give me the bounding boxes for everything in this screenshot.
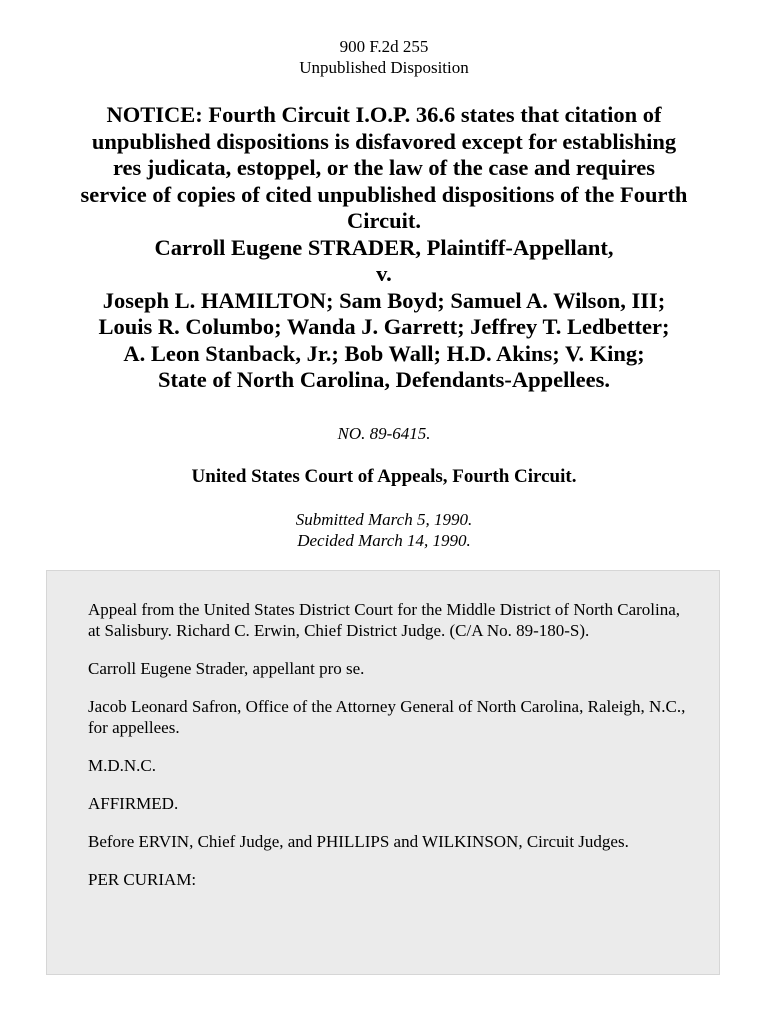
defendant-line: Louis R. Columbo; Wanda J. Garrett; Jeffrey T. Ledbetter;	[98, 314, 670, 339]
case-title	[30, 102, 738, 394]
plaintiff-name: Carroll Eugene STRADER, Plaintiff-Appellant,	[154, 234, 614, 260]
court-name: United States Court of Appeals, Fourth Circuit.	[191, 466, 577, 487]
judges-panel: Before ERVIN, Chief Judge, and PHILLIPS and WILKINSON, Circuit Judges.	[88, 832, 629, 851]
case-dates	[0, 509, 768, 551]
notice-line: res judicata, estoppel, or the law of the case and requires	[112, 155, 656, 180]
submitted-date: Submitted March 5, 1990.	[295, 510, 473, 529]
case-details-content	[88, 599, 688, 907]
decided-date: Decided March 14, 1990.	[297, 531, 471, 550]
docket-number: NO. 89-6415.	[337, 424, 431, 443]
defendant-line: State of North Carolina, Defendants-Appellees.	[157, 367, 611, 392]
appellee-counsel: Jacob Leonard Safron, Office of the Attorney General of North Carolina, Raleigh, N.C., for appellees.	[88, 697, 686, 737]
appeal-paragraph: Appeal from the United States District Court for the Middle District of North Carolina, at Salisbury. Richard C. Erwin, Chief District Judge. (C/A No. 89-180-S).	[88, 600, 681, 640]
defendant-line: A. Leon Stanback, Jr.; Bob Wall; H.D. Akins; V. King;	[123, 340, 645, 366]
notice-line: Circuit.	[347, 208, 421, 233]
notice-line: service of copies of cited unpublished dispositions of the Fourth	[80, 181, 688, 207]
disposition-type: Unpublished Disposition	[299, 58, 469, 77]
appellant-counsel: Carroll Eugene Strader, appellant pro se.	[88, 659, 365, 678]
notice-line: unpublished dispositions is disfavored except for establishing	[91, 128, 677, 154]
per-curiam: PER CURIAM:	[88, 870, 197, 889]
document-header	[0, 36, 768, 78]
case-citation: 900 F.2d 255	[339, 37, 429, 56]
notice-line: NOTICE: Fourth Circuit I.O.P. 36.6 states that citation of	[106, 102, 662, 127]
disposition-result: AFFIRMED.	[88, 794, 179, 813]
versus: v.	[376, 261, 392, 286]
defendant-line: Joseph L. HAMILTON; Sam Boyd; Samuel A. Wilson, III;	[102, 287, 666, 313]
lower-court: M.D.N.C.	[88, 756, 157, 775]
case-details-panel	[46, 570, 720, 975]
